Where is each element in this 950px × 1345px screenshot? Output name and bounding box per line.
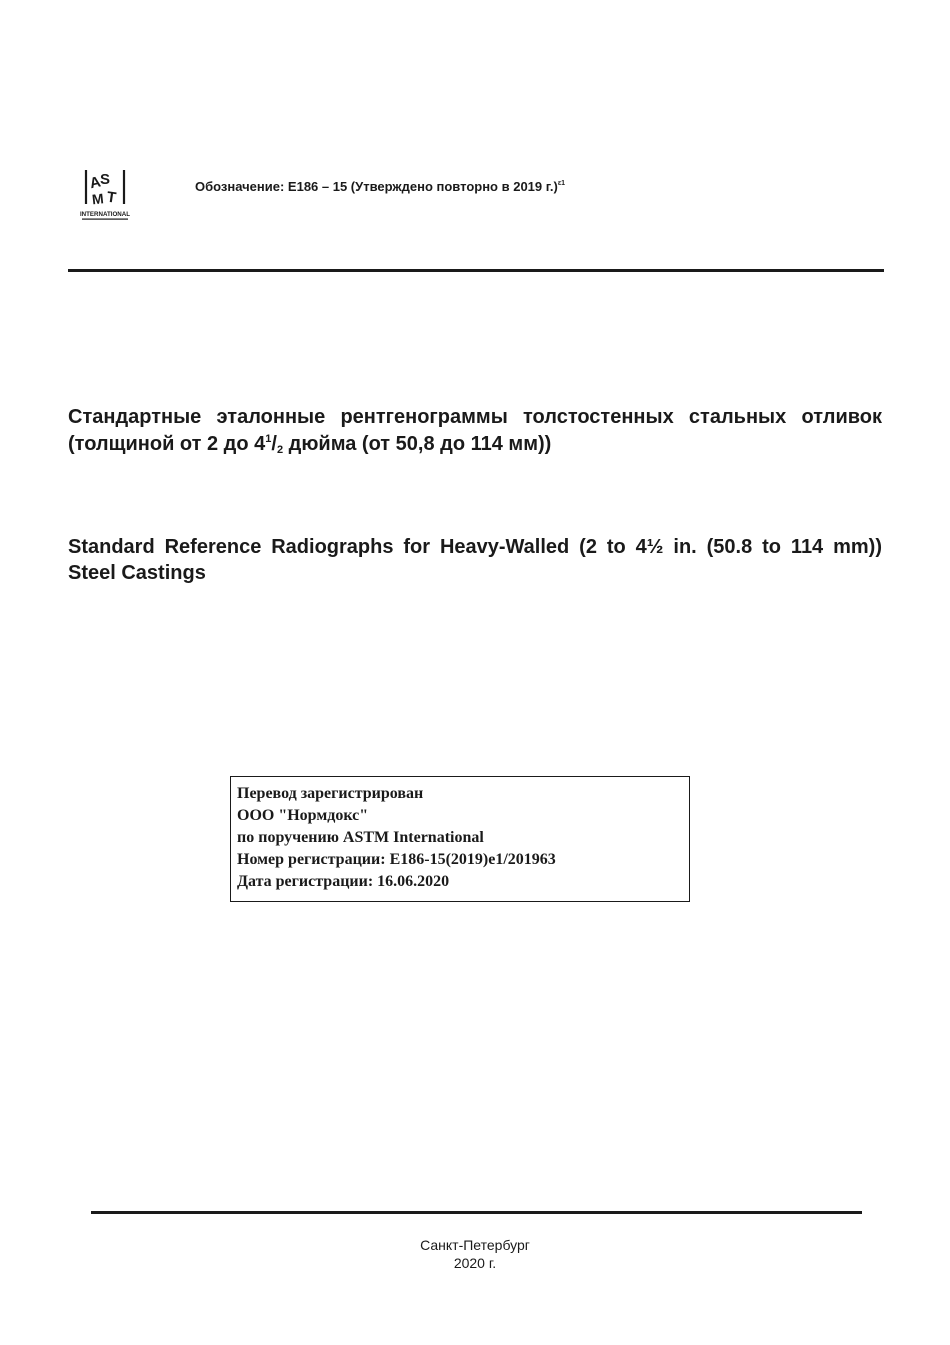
- registration-line-2: ООО "Нормдокс": [237, 807, 369, 824]
- svg-text:M: M: [91, 190, 105, 208]
- bottom-divider: [91, 1211, 862, 1214]
- title-ru-part1: Стандартные эталонные рентгенограммы толстостенных стальных отливок (толщиной от 2 до 4: [68, 406, 882, 455]
- registration-line-3: по поручению ASTM International: [237, 829, 484, 846]
- designation-text: Обозначение: E186 – 15 (Утверждено повторно в 2019 г.): [195, 179, 558, 194]
- registration-line-1: Перевод зарегистрирован: [237, 785, 424, 802]
- registration-number: Номер регистрации: E186-15(2019)e1/201963: [237, 851, 556, 868]
- logo-caption: INTERNATIONAL: [79, 211, 131, 218]
- title-ru-frac-slash: /: [271, 433, 277, 455]
- title-ru-frac-num: 1: [265, 433, 272, 445]
- registration-date: Дата регистрации: 16.06.2020: [237, 873, 450, 890]
- svg-text:T: T: [105, 188, 118, 207]
- svg-text:S: S: [100, 171, 111, 188]
- designation: [195, 179, 565, 194]
- svg-text:A: A: [88, 173, 103, 193]
- title-english: Standard Reference Radiographs for Heavy-Walled (2 to 4½ in. (50.8 to 114 mm)) Steel Castings: [68, 536, 882, 584]
- footer-city: Санкт-Петербург: [420, 1237, 530, 1253]
- title-russian: [68, 404, 882, 461]
- top-divider: [68, 269, 884, 272]
- registration-box: [230, 776, 690, 902]
- footer-year: 2020 г.: [453, 1255, 497, 1271]
- title-ru-frac-den: 2: [276, 444, 284, 456]
- astm-logo: [78, 164, 132, 222]
- title-ru-part2: дюйма (от 50,8 до 114 мм)): [283, 433, 552, 455]
- designation-epsilon: ε1: [557, 179, 566, 187]
